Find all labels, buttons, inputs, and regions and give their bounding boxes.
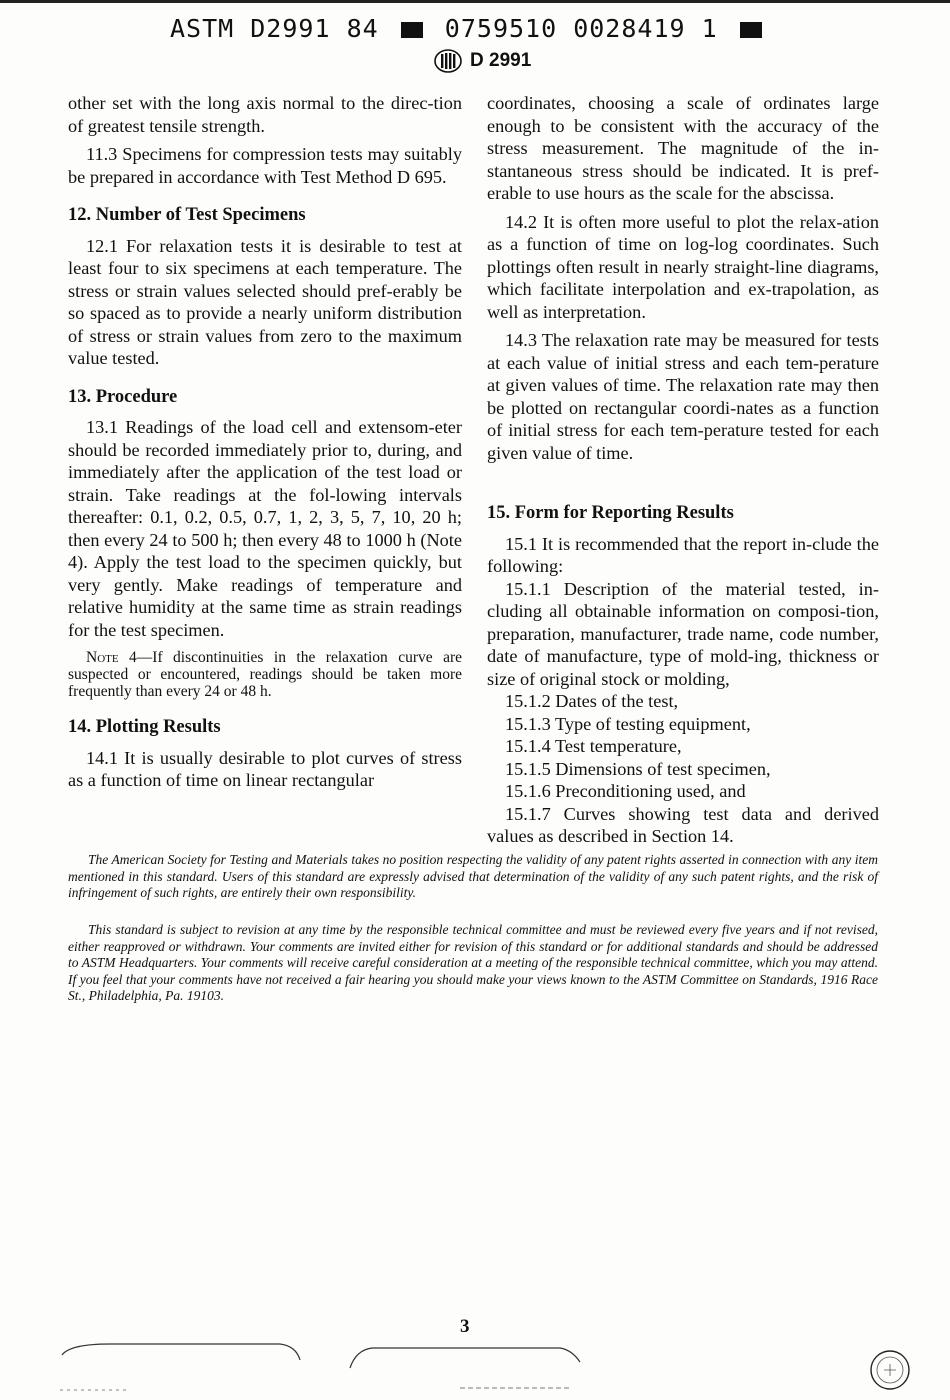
stamp-left-text: ASTM D2991 84 bbox=[170, 14, 379, 43]
note-4 bbox=[68, 649, 462, 700]
designation-header bbox=[434, 48, 531, 74]
patent-disclaimer: The American Society for Testing and Materials takes no position respecting the validity of any patent rights asserted in connection with any item mentioned in this standard. Users of this standard are expressly advised that determination of the validity of any such patent rights, and the risk of infringement of such rights, are entirely their own responsibility. bbox=[68, 852, 878, 900]
list-item: 15.1.2 Dates of the test, bbox=[505, 691, 679, 711]
seal-stamp-icon bbox=[868, 1348, 912, 1392]
paragraph: 15.1 It is recommended that the report in-clude the following: bbox=[487, 533, 879, 576]
list-item: 15.1.7 Curves showing test data and derived values as described in Section 14. bbox=[487, 803, 879, 846]
scan-artifacts bbox=[0, 1330, 860, 1400]
note-label: Note 4 bbox=[86, 649, 137, 666]
section-heading-13: 13. Procedure bbox=[68, 386, 178, 407]
right-column bbox=[487, 92, 879, 848]
paragraph: 12.1 For relaxation tests it is desirable to test at least four to six specimens at each temperature. The stress or strain values selected should pref-erably be so spaced as to provide a nearly uniform distribution of stress or strain values from zero to the maximum value tested. bbox=[68, 235, 462, 368]
left-column bbox=[68, 92, 462, 792]
paragraph: 15.1.1 Description of the material tested, in-cluding all obtainable information on composi-tion, preparation, manufacturer, trade name, code number, date of manufacture, type of mold-ing, thickness or size of original stock or molding, bbox=[487, 578, 879, 689]
paragraph: coordinates, choosing a scale of ordinates large enough to be consistent with the accuracy of the stress measurement. The magnitude of the in-stantaneous stress should be indicated. It is pref-erable to use hours as the scale for the abscissa. bbox=[487, 93, 879, 203]
paragraph: 14.2 It is often more useful to plot the relax-ation as a function of time on log-log coordinates. Such plottings often result in nearly straight-line diagrams, which facilitate interpolation and ex-trapolation, as well as interpretation. bbox=[487, 211, 879, 322]
section-heading-14: 14. Plotting Results bbox=[68, 717, 221, 737]
list-item: 15.1.6 Preconditioning used, and bbox=[505, 781, 746, 801]
note-text: —If discontinuities in the relaxation curve are suspected or encountered, readings should be taken more frequently than every 24 or 48 h. bbox=[68, 649, 462, 700]
header-stamp bbox=[170, 14, 770, 46]
list-item: 15.1.5 Dimensions of test specimen, bbox=[505, 758, 771, 779]
paragraph: other set with the long axis normal to the direc-tion of greatest tensile strength. bbox=[68, 93, 462, 136]
paragraph: 13.1 Readings of the load cell and extensom-eter should be recorded immediately prior to, during, and immediately after the application of the test load or strain. Take readings at the fol-lowing intervals thereafter: 0.1, 0.2, 0.5, 0.7, 1, 2, 3, 5, 7, 10, 20 h; then every 24 to 500 h; then every 48 to 1000 h (Note 4). Apply the test load to the specimen quickly, but very gently. Make readings of temperature and relative humidity at the same time as strain readings for the test specimen. bbox=[68, 417, 462, 640]
standard-designation: D 2991 bbox=[470, 50, 532, 71]
paragraph: 14.1 It is usually desirable to plot curves of stress as a function of time on linear rectangular bbox=[68, 747, 462, 790]
section-heading-15: 15. Form for Reporting Results bbox=[487, 503, 734, 523]
stamp-block-mark bbox=[740, 22, 762, 38]
top-border-line bbox=[0, 0, 950, 3]
section-heading-12: 12. Number of Test Specimens bbox=[68, 205, 306, 225]
stamp-block-mark bbox=[401, 22, 423, 38]
paragraph: 14.3 The relaxation rate may be measured for tests at each value of initial stress and each tem-perature at given values of time. The relaxation rate may then be plotted on rectangular coordi-nates as a function of initial stress for each tem-perature tested for each given value of time. bbox=[487, 330, 879, 463]
paragraph: 11.3 Specimens for compression tests may suitably be prepared in accordance with Test Method D 695. bbox=[68, 144, 462, 187]
astm-logo-icon bbox=[434, 49, 462, 73]
list-item: 15.1.3 Type of testing equipment, bbox=[505, 713, 751, 734]
list-item: 15.1.4 Test temperature, bbox=[505, 736, 682, 756]
page-number: 3 bbox=[460, 1316, 470, 1337]
revision-notice: This standard is subject to revision at any time by the responsible technical committee and must be reviewed every five years and if not revised, either reapproved or withdrawn. Your comments are invited either for revision of this standard or for additional standards and should be addressed to ASTM Headquarters. Your comments will receive careful consideration at a meeting of the responsible technical committee, which you may attend. If you feel that your comments have not received a fair hearing you should make your views known to the ASTM Committee on Standards, 1916 Race St., Philadelphia, Pa. 19103. bbox=[68, 922, 878, 1003]
stamp-right-text: 0759510 0028419 1 bbox=[444, 14, 718, 43]
